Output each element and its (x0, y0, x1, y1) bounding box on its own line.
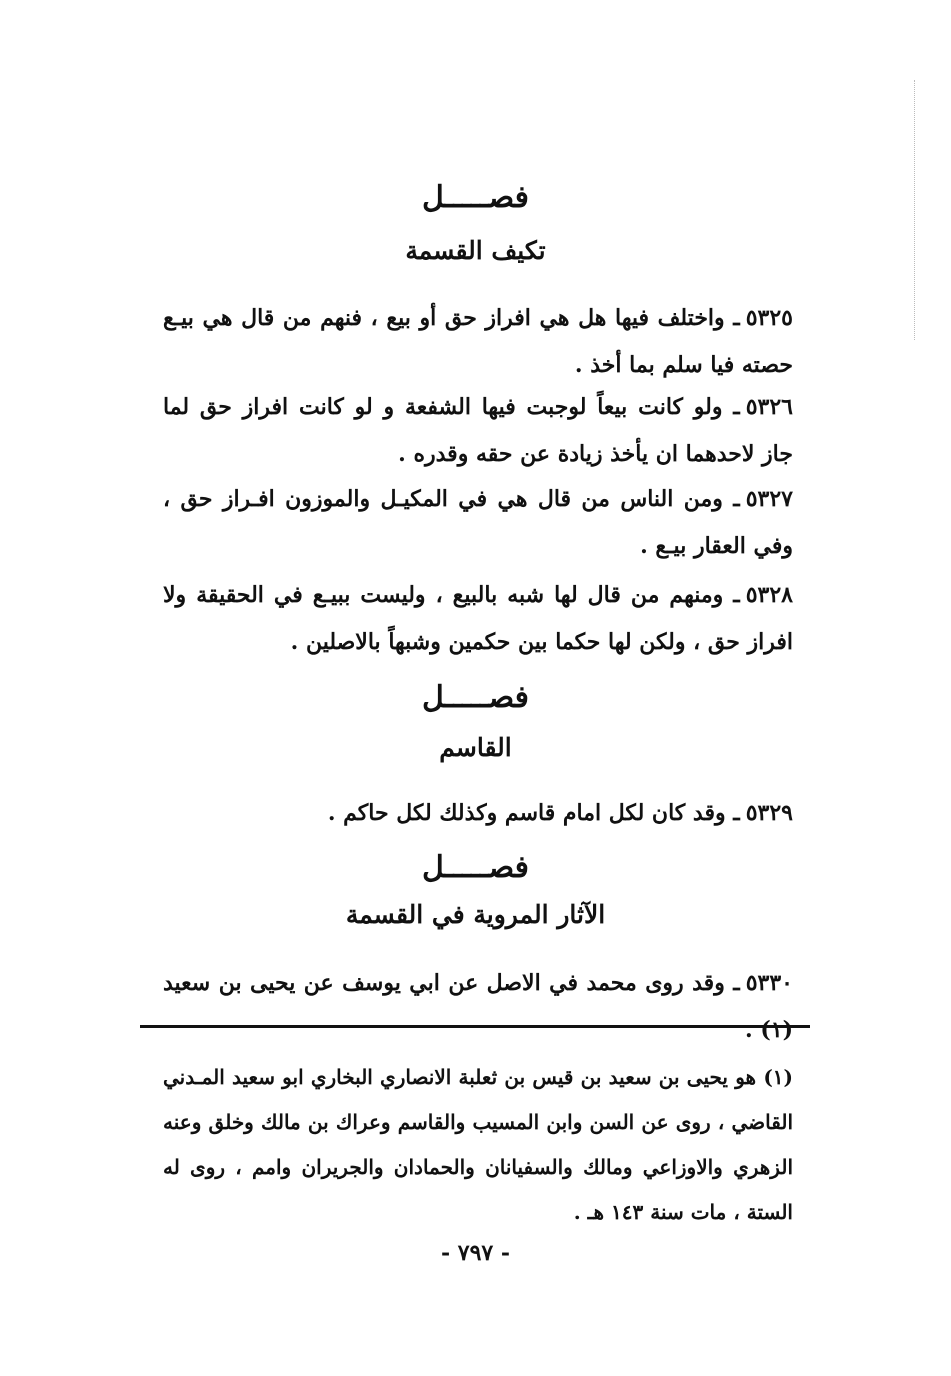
footnote-marker: (١) (763, 1065, 793, 1089)
paragraph-number: ٥٣٢٦ (745, 394, 793, 420)
footnote (163, 1055, 793, 1235)
paragraph-number: ٥٣٢٨ (745, 582, 793, 608)
paragraph-5325 (163, 295, 793, 389)
footnote-text: هو يحيى بن سعيد بن قيس بن ثعلبة الانصاري البخاري ابو سعيد المـدني القاضي ، روى عن السن وابن المسيب والقاسم وعراك بن مالك وخلق وعنه الزهري والاوزاعي ومالك والسفيانان والحمادان والجريران وامم ، روى له الستة ، مات سنة ١٤٣ هـ . (163, 1065, 793, 1224)
page-number: - ٧٩٧ - (440, 1240, 511, 1266)
paragraph-text: ـ وقد كان لكل امام قاسم وكذلك لكل حاكم . (327, 800, 740, 826)
paragraph-5326 (163, 384, 793, 478)
paragraph-text: ـ واختلف فيها هل هي افراز حق أو بيع ، فنهم من قال هي بيـع حصته فيا سلم بما أخذ . (163, 305, 793, 378)
section-heading-2: فصـــــل (421, 680, 530, 715)
section-subtitle-3: الآثار المروية في القسمة (345, 900, 606, 929)
paragraph-number: ٥٣٢٧ (745, 486, 793, 512)
section-subtitle-1: تكيف القسمة (405, 236, 546, 265)
paragraph-5330 (163, 960, 793, 1054)
footnote-divider (140, 1025, 810, 1028)
section-subtitle-2: القاسم (439, 733, 512, 762)
paragraph-text: ـ ولو كانت بيعاً لوجبت فيها الشفعة و لو كانت افراز حق لما جاز لاحدهما ان يأخذ زيادة عن حقه وقدره . (163, 394, 793, 467)
paragraph-text: ـ ومن الناس من قال هي في المكيـل والموزون افـراز حق ، وفي العقار بيـع . (163, 486, 793, 559)
paragraph-5327 (163, 476, 793, 570)
paragraph-text: ـ وقد روى محمد في الاصل عن ابي يوسف عن يحيى بن سعيد (١) . (163, 970, 793, 1043)
paragraph-5328 (163, 572, 793, 666)
paragraph-number: ٥٣٢٥ (745, 305, 793, 331)
section-heading-1: فصـــــل (421, 180, 530, 215)
paragraph-number: ٥٣٢٩ (745, 800, 793, 826)
paragraph-text: ـ ومنهم من قال لها شبه بالبيع ، وليست ببيـع في الحقيقة ولا افراز حق ، ولكن لها حكما بين حكمين وشبهاً بالاصلين . (163, 582, 793, 655)
section-heading-3: فصـــــل (421, 850, 530, 885)
paragraph-5329 (163, 790, 793, 837)
paragraph-number: ٥٣٣٠ (745, 970, 793, 996)
